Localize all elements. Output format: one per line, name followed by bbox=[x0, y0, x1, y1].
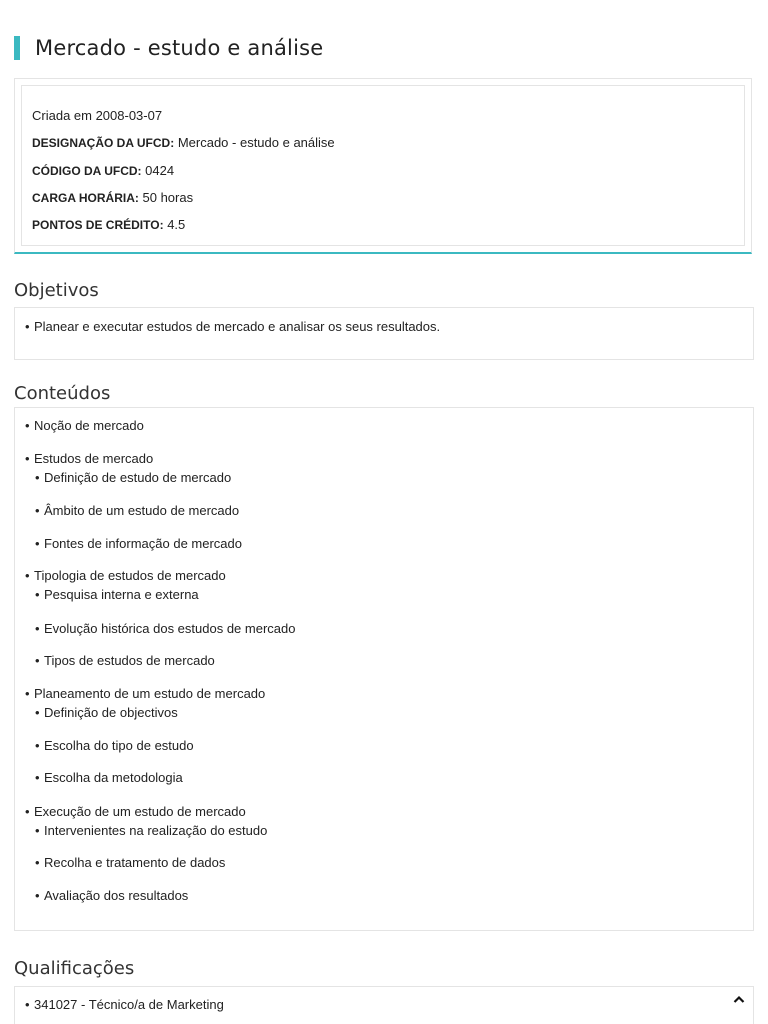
sub-list-item-text: Pesquisa interna e externa bbox=[44, 587, 199, 602]
sub-list-item-text: Evolução histórica dos estudos de mercado bbox=[44, 621, 296, 636]
sub-list-item: • Escolha da metodologia bbox=[35, 770, 183, 785]
qualificacoes-heading: Qualificações bbox=[14, 958, 135, 979]
list-item-text: Estudos de mercado bbox=[34, 451, 154, 466]
bullet: • bbox=[25, 319, 30, 334]
list-item: • Estudos de mercado bbox=[25, 451, 154, 466]
sub-list-item: • Definição de estudo de mercado bbox=[35, 470, 232, 485]
pontos-value: 4.5 bbox=[163, 217, 186, 232]
sub-list-item-text: Definição de estudo de mercado bbox=[44, 470, 232, 485]
sub-list-item: • Recolha e tratamento de dados bbox=[35, 855, 226, 870]
list-item: • Planeamento de um estudo de mercado bbox=[25, 686, 266, 701]
sub-list-item-text: Escolha do tipo de estudo bbox=[44, 738, 194, 753]
sub-list-item-text: Recolha e tratamento de dados bbox=[44, 855, 226, 870]
info-card bbox=[14, 78, 752, 254]
designacao-row bbox=[32, 135, 335, 150]
list-item: • Execução de um estudo de mercado bbox=[25, 804, 246, 819]
sub-list-item-text: Âmbito de um estudo de mercado bbox=[44, 503, 240, 518]
objetivos-box bbox=[14, 307, 754, 360]
qualificacoes-box bbox=[14, 986, 754, 1024]
conteudos-box bbox=[14, 407, 754, 931]
list-item-text: Noção de mercado bbox=[34, 418, 144, 433]
created-date-text: Criada em 2008-03-07 bbox=[32, 108, 163, 123]
list-item bbox=[25, 319, 440, 334]
carga-row bbox=[32, 190, 193, 205]
list-item-text: Tipologia de estudos de mercado bbox=[34, 568, 226, 583]
created-date bbox=[32, 108, 162, 123]
sub-list-item: • Tipos de estudos de mercado bbox=[35, 653, 215, 668]
sub-list-item-text: Fontes de informação de mercado bbox=[44, 536, 242, 551]
list-item: • Noção de mercado bbox=[25, 418, 144, 433]
pontos-label: PONTOS DE CRÉDITO: bbox=[32, 218, 164, 232]
qualificacao-text: 341027 - Técnico/a de Marketing bbox=[34, 997, 224, 1012]
list-item: • 341027 - Técnico/a de Marketing bbox=[25, 997, 224, 1012]
sub-list-item-text: Definição de objectivos bbox=[44, 705, 178, 720]
list-item: • Tipologia de estudos de mercado bbox=[25, 568, 226, 583]
sub-list-item: • Intervenientes na realização do estudo bbox=[35, 823, 268, 838]
designacao-label: DESIGNAÇÃO DA UFCD: bbox=[32, 136, 175, 150]
sub-list-item-text: Escolha da metodologia bbox=[44, 770, 183, 785]
title-row bbox=[14, 34, 323, 62]
sub-list-item: • Escolha do tipo de estudo bbox=[35, 738, 194, 753]
carga-value: 50 horas bbox=[138, 190, 194, 205]
list-item-text: Execução de um estudo de mercado bbox=[34, 804, 246, 819]
sub-list-item: • Pesquisa interna e externa bbox=[35, 587, 199, 602]
codigo-value: 0424 bbox=[141, 163, 175, 178]
sub-list-item-text: Intervenientes na realização do estudo bbox=[44, 823, 268, 838]
info-card-inner bbox=[21, 85, 745, 246]
chevron-up-icon-svg bbox=[733, 995, 745, 1004]
objetivos-heading: Objetivos bbox=[14, 280, 99, 301]
codigo-label: CÓDIGO DA UFCD: bbox=[32, 164, 142, 178]
list-item-text: Planeamento de um estudo de mercado bbox=[34, 686, 266, 701]
chevron-up-icon[interactable] bbox=[733, 991, 745, 1007]
pontos-row bbox=[32, 217, 185, 232]
sub-list-item-text: Tipos de estudos de mercado bbox=[44, 653, 215, 668]
designacao-value: Mercado - estudo e análise bbox=[174, 135, 335, 150]
sub-list-item: • Fontes de informação de mercado bbox=[35, 536, 242, 551]
carga-label: CARGA HORÁRIA: bbox=[32, 191, 139, 205]
codigo-row bbox=[32, 163, 174, 178]
sub-list-item: • Avaliação dos resultados bbox=[35, 888, 189, 903]
page-title: Mercado - estudo e análise bbox=[35, 36, 324, 60]
title-accent-bar bbox=[14, 36, 20, 60]
objetivo-text: Planear e executar estudos de mercado e analisar os seus resultados. bbox=[34, 319, 441, 334]
sub-list-item: • Definição de objectivos bbox=[35, 705, 178, 720]
sub-list-item-text: Avaliação dos resultados bbox=[44, 888, 189, 903]
sub-list-item: • Âmbito de um estudo de mercado bbox=[35, 503, 240, 518]
sub-list-item: • Evolução histórica dos estudos de mercado bbox=[35, 621, 296, 636]
conteudos-heading: Conteúdos bbox=[14, 383, 111, 404]
